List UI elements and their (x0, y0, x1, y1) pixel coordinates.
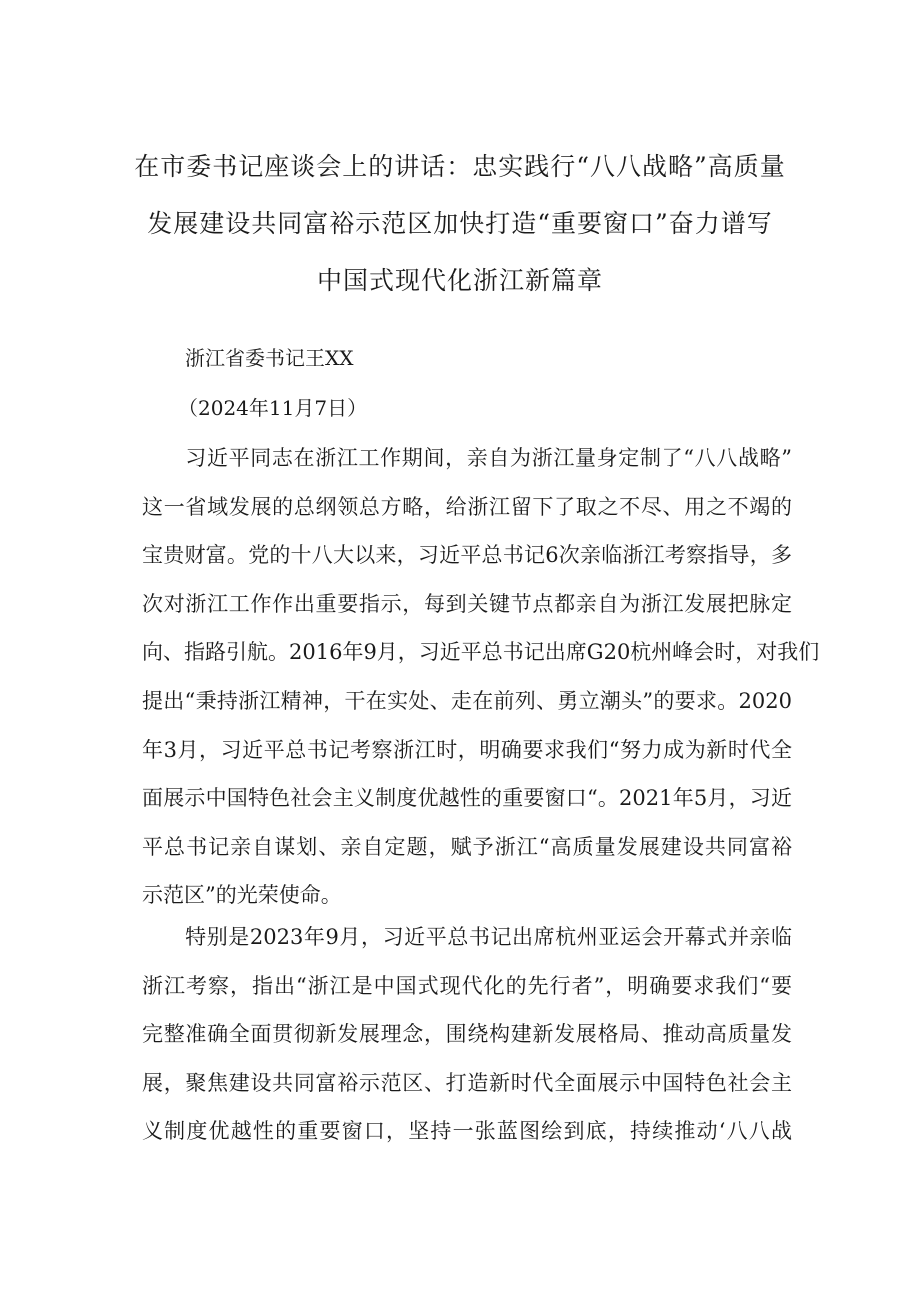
paragraph-line: 特别是2023年9月，习近平总书记出席杭州亚运会开幕式并亲临 (142, 925, 792, 949)
paragraph-line: 习近平同志在浙江工作期间，亲自为浙江量身定制了“八八战略” (142, 446, 792, 470)
paragraph-line: 示范区”的光荣使命。 (142, 883, 342, 908)
paragraph-1 (142, 434, 820, 920)
document-title (130, 138, 790, 309)
paragraph-line: 平总书记亲自谋划、亲自定题，赋予浙江“高质量发展建设共同富裕 (142, 834, 792, 859)
paragraph-line: 年3月，习近平总书记考察浙江时，明确要求我们“努力成为新时代全 (142, 737, 792, 762)
paragraph-line: 完整准确全面贯彻新发展理念，围绕构建新发展格局、推动高质量发 (142, 1022, 792, 1047)
paragraph-line: 宝贵财富。党的十八大以来，习近平总书记6次亲临浙江考察指导，多 (142, 543, 792, 568)
title-line-1: 在市委书记座谈会上的讲话：忠实践行“八八战略”高质量 (134, 152, 786, 181)
title-line-2: 发展建设共同富裕示范区加快打造“重要窗口”奋力谱写 (147, 209, 773, 238)
paragraph-line: 向、指路引航。2016年9月，习近平总书记出席G20杭州峰会时，对我们 (142, 640, 820, 665)
paragraph-line: 面展示中国特色社会主义制度优越性的重要窗口“。2021年5月，习近 (142, 786, 792, 811)
paragraph-line: 义制度优越性的重要窗口，坚持一张蓝图绘到底，持续推动‘八八战 (142, 1119, 792, 1144)
date-line: （2024年11月7日） (178, 396, 368, 420)
paragraph-line: 浙江考察，指出“浙江是中国式现代化的先行者”，明确要求我们“要 (142, 973, 792, 998)
paragraph-line: 展，聚焦建设共同富裕示范区、打造新时代全面展示中国特色社会主 (142, 1070, 792, 1095)
author-line: 浙江省委书记王XX (185, 346, 354, 370)
paragraph-2 (142, 913, 792, 1156)
paragraph-line: 提出“秉持浙江精神，干在实处、走在前列、勇立潮头”的要求。2020 (142, 688, 792, 713)
paragraph-line: 这一省域发展的总纲领总方略，给浙江留下了取之不尽、用之不竭的 (142, 494, 792, 519)
title-line-3: 中国式现代化浙江新篇章 (316, 266, 603, 295)
paragraph-line: 次对浙江工作作出重要指示，每到关键节点都亲自为浙江发展把脉定 (142, 591, 792, 616)
